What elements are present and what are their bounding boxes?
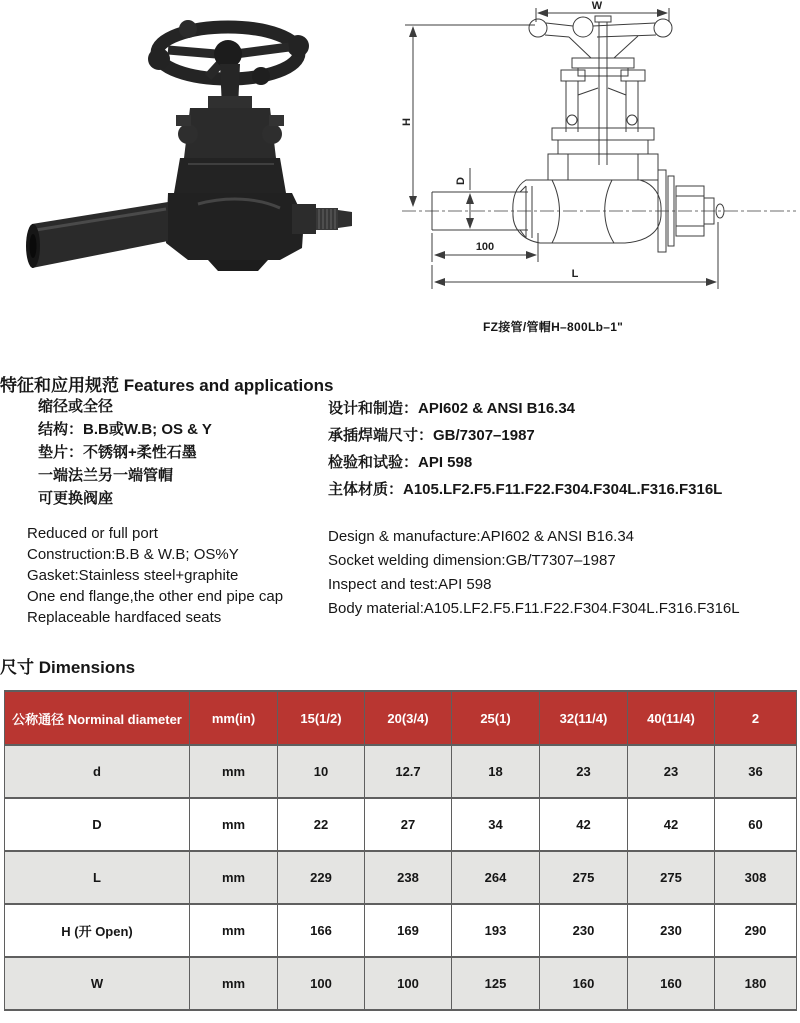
value-cell: 100 <box>365 957 452 1010</box>
row-label-cell: L <box>5 851 190 904</box>
value-cell: 125 <box>452 957 540 1010</box>
value-cell: 42 <box>628 798 715 851</box>
feature-line-en: One end flange,the other end pipe cap <box>27 588 284 605</box>
table-row <box>5 904 797 957</box>
value-cell: 193 <box>452 904 540 957</box>
value-cell: 27 <box>365 798 452 851</box>
header-cell-diameter: 公称通径 Norminal diameter <box>5 691 190 745</box>
table-row <box>5 851 797 904</box>
table-header-row <box>5 691 797 745</box>
value-cell: 180 <box>715 957 797 1010</box>
feature-line-en: Gasket:Stainless steel+graphite <box>27 567 239 584</box>
header-cell-unit: mm(in) <box>190 691 278 745</box>
value-cell: 290 <box>715 904 797 957</box>
value-cell: 229 <box>278 851 365 904</box>
header-cell-size-25: 25(1) <box>452 691 540 745</box>
value-cell: 230 <box>628 904 715 957</box>
value-cell: 166 <box>278 904 365 957</box>
dimension-label-d: D <box>455 177 467 185</box>
valve-photo <box>18 8 354 290</box>
header-cell-size-20: 20(3/4) <box>365 691 452 745</box>
features-cn-left-list <box>38 395 212 510</box>
unit-cell: mm <box>190 851 278 904</box>
row-label-cell: D <box>5 798 190 851</box>
value-cell: 23 <box>628 745 715 798</box>
header-cell-size-15: 15(1/2) <box>278 691 365 745</box>
dimensions-table <box>4 690 797 1011</box>
value-cell: 22 <box>278 798 365 851</box>
row-label-cell: d <box>5 745 190 798</box>
value-cell: 10 <box>278 745 365 798</box>
unit-cell: mm <box>190 904 278 957</box>
drawing-caption: FZ接管/管帽H–800Lb–1" <box>483 320 624 334</box>
feature-line-en: Socket welding dimension:GB/T7307–1987 <box>328 552 616 569</box>
feature-line-cn: 缩径或全径 <box>38 398 114 415</box>
unit-cell: mm <box>190 957 278 1010</box>
value-cell: 308 <box>715 851 797 904</box>
unit-cell: mm <box>190 745 278 798</box>
feature-line-en: Construction:B.B & W.B; OS%Y <box>27 546 239 563</box>
table-row <box>5 745 797 798</box>
value-cell: 12.7 <box>365 745 452 798</box>
feature-line-cn: 结构：B.B或W.B; OS & Y <box>38 421 212 438</box>
feature-line-en: Replaceable hardfaced seats <box>27 609 222 626</box>
feature-line-cn: 承插焊端尺寸：GB/7307–1987 <box>328 427 535 444</box>
row-label-cell: H (开 Open) <box>5 904 190 957</box>
dimensions-table-body <box>5 745 797 1010</box>
feature-line-cn: 可更换阀座 <box>38 490 114 507</box>
value-cell: 34 <box>452 798 540 851</box>
dimension-label-l: L <box>571 268 579 280</box>
table-row <box>5 957 797 1010</box>
value-cell: 23 <box>540 745 628 798</box>
features-cn-right-list <box>328 395 722 503</box>
value-cell: 160 <box>540 957 628 1010</box>
feature-line-en: Inspect and test:API 598 <box>328 576 492 593</box>
value-cell: 42 <box>540 798 628 851</box>
feature-line-en: Reduced or full port <box>27 525 158 542</box>
feature-line-cn: 设计和制造：API602 & ANSI B16.34 <box>328 400 576 417</box>
value-cell: 230 <box>540 904 628 957</box>
value-cell: 264 <box>452 851 540 904</box>
feature-line-cn: 垫片：不锈钢+柔性石墨 <box>38 444 197 461</box>
unit-cell: mm <box>190 798 278 851</box>
feature-line-cn: 检验和试验：API 598 <box>328 454 473 471</box>
dimension-label-w: W <box>591 0 603 12</box>
row-label-cell: W <box>5 957 190 1010</box>
header-cell-size-32: 32(11/4) <box>540 691 628 745</box>
header-cell-size-40: 40(11/4) <box>628 691 715 745</box>
feature-line-en: Body material:A105.LF2.F5.F11.F22.F304.F304L.F316.F316L <box>328 600 740 617</box>
valve-technical-drawing <box>400 0 800 312</box>
features-en-right-list <box>328 525 740 621</box>
value-cell: 160 <box>628 957 715 1010</box>
value-cell: 36 <box>715 745 797 798</box>
value-cell: 238 <box>365 851 452 904</box>
value-cell: 18 <box>452 745 540 798</box>
value-cell: 60 <box>715 798 797 851</box>
feature-line-cn: 主体材质：A105.LF2.F5.F11.F22.F304.F304L.F316.F316L <box>328 481 723 498</box>
dimension-label-100: 100 <box>475 241 495 253</box>
dimension-label-h: H <box>401 118 413 126</box>
value-cell: 275 <box>540 851 628 904</box>
value-cell: 100 <box>278 957 365 1010</box>
value-cell: 169 <box>365 904 452 957</box>
feature-line-en: Design & manufacture:API602 & ANSI B16.34 <box>328 528 635 545</box>
dimensions-heading: 尺寸 Dimensions <box>0 658 136 677</box>
features-en-left-list <box>27 523 283 628</box>
table-row <box>5 798 797 851</box>
value-cell: 275 <box>628 851 715 904</box>
features-heading: 特征和应用规范 Features and applications <box>0 376 334 395</box>
header-cell-size-2: 2 <box>715 691 797 745</box>
feature-line-cn: 一端法兰另一端管帽 <box>38 467 174 484</box>
